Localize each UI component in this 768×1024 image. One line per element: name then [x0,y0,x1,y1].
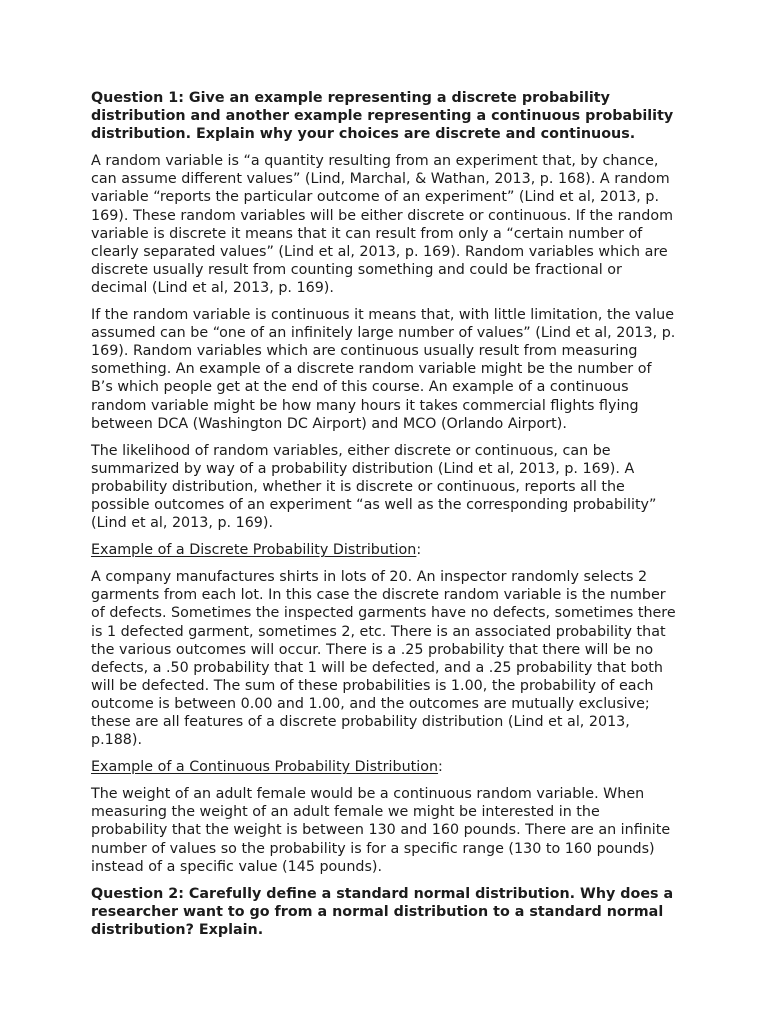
discrete-example-text: A company manufactures shirts in lots of 20. An inspector randomly selects 2 garments from each lot. In this case the discrete random variable is the number of defects. Sometimes the inspected garments have no defects, sometimes there is 1 defected garment, sometimes 2, etc. There is an associated probability that the various outcomes will occur. There is a .25 probability that there will be no defects, a .50 probability that 1 will be defected, and a .25 probability that both will be defected. The sum of these probabilities is 1.00, the probability of each outcome is between 0.00 and 1.00, and the outcomes are mutually exclusive; these are all features of a discrete probability distribution (Lind et al, 2013, p.188). [91,569,676,749]
paragraph-continuous-variable: If the random variable is continuous it means that, with little limitation, the value assumed can be “one of an infinitely large number of values” (Lind et al, 2013, p. 169). Random variables which are continuous usually result from measuring something. An example of a discrete random variable might be the number of B’s which people get at the end of this course. An example of a continuous random variable might be how many hours it takes commercial flights flying between DCA (Washington DC Airport) and MCO (Orlando Airport). [91,307,676,432]
discrete-example-heading-text: Example of a Discrete Probability Distribution [91,542,417,559]
document-page [91,89,676,948]
question-1-heading: Question 1: Give an example representing a discrete probability distribution and another example representing a continuous probability distribution. Explain why your choices are discrete and continuous. [91,90,674,143]
discrete-example-heading: Example of a Discrete Probability Distribution: [91,542,422,559]
paragraph-probability-distribution: The likelihood of random variables, either discrete or continuous, can be summarized by way of a probability distribution (Lind et al, 2013, p. 169). A probability distribution, whether it is discrete or continuous, reports all the possible outcomes of an experiment “as well as the corresponding probability” (Lind et al, 2013, p. 169). [91,442,657,532]
continuous-example-heading: Example of a Continuous Probability Distribution: [91,759,443,776]
continuous-example-heading-text: Example of a Continuous Probability Distribution [91,759,439,776]
paragraph-random-variable: A random variable is “a quantity resulting from an experiment that, by chance, can assume different values” (Lind, Marchal, & Wathan, 2013, p. 168). A random variable “reports the particular outcome of an experiment” (Lind et al, 2013, p. 169). These random variables will be either discrete or continuous. If the random variable is discrete it means that it can result from only a “certain number of clearly separated values” (Lind et al, 2013, p. 169). Random variables which are discrete usually result from counting something and could be fractional or decimal (Lind et al, 2013, p. 169). [91,153,674,296]
question-2-heading: Question 2: Carefully define a standard normal distribution. Why does a researcher want to go from a normal distribution to a standard normal distribution? Explain. [91,885,674,938]
continuous-example-text: The weight of an adult female would be a continuous random variable. When measuring the weight of an adult female we might be interested in the probability that the weight is between 130 and 160 pounds. There are an infinite number of values so the probability is for a specific range (130 to 160 pounds) instead of a specific value (145 pounds). [91,786,671,875]
